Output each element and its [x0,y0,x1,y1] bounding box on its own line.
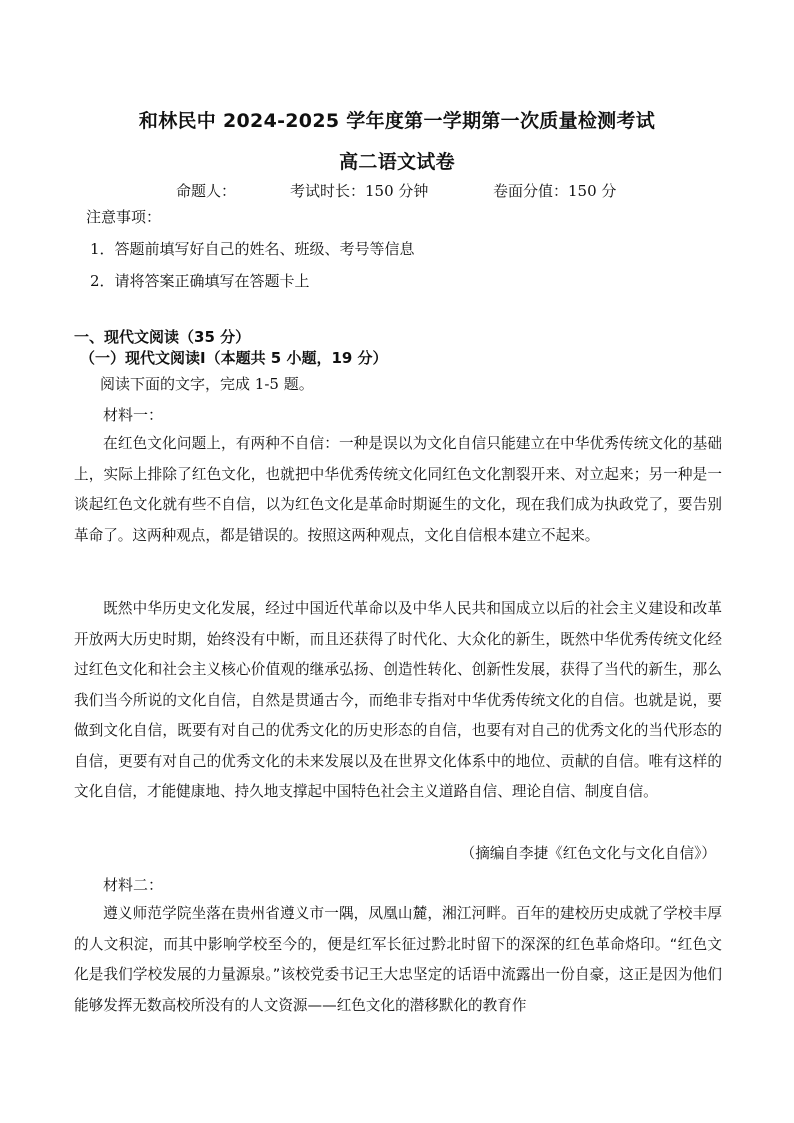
author-label: 命题人： [176,182,237,200]
notice-item-2: 2．请将答案正确填写在答题卡上 [90,272,310,290]
subsection-heading: （一）现代文阅读Ⅰ（本题共 5 小题，19 分） [80,349,388,367]
paragraph-2: 既然中华历史文化发展，经过中国近代革命以及中华人民共和国成立以后的社会主义建设和改革开放两大历史时期，始终没有中断，而且还获得了时代化、大众化的新生，既然中华优秀传统文化经过红色文化和社会主义核心价值观的继承弘扬、创造性转化、创新性发展，获得了当代的新生，那么我们当今所说的文化自信，自然是贯通古今，而绝非专指对中华优秀传统文化的自信。也就是说，要做到文化自信，既要有对自己的优秀文化的历史形态的自信，也要有对自己的优秀文化的当代形态的自信，更要有对自己的优秀文化的未来发展以及在世界文化体系中的地位、贡献的自信。唯有这样的文化自信，才能健康地、持久地支撑起中国特色社会主义道路自信、理论自信、制度自信。 [74,600,722,800]
reading-instruction: 阅读下面的文字，完成 1-5 题。 [100,375,314,393]
exam-duration: 考试时长：150 分钟 [290,182,429,200]
paragraph-3: 遵义师范学院坐落在贵州省遵义市一隅，凤凰山麓，湘江河畔。百年的建校历史成就了学校丰厚的人文积淀，而其中影响学校至今的，便是红军长征过黔北时留下的深深的红色革命烙印。“红色文化是我们学校发展的力量源泉。”该校党委书记王大忠坚定的话语中流露出一份自豪，这正是因为他们能够发挥无数高校所没有的人文资源——红色文化的潜移默化的教育作 [74,905,722,1014]
source-citation: （摘编自李捷《红色文化与文化自信》） [460,845,716,862]
section-heading: 一、现代文阅读（35 分） [74,328,251,346]
material-1-label: 材料一： [103,406,164,424]
exam-score: 卷面分值：150 分 [493,182,617,200]
material-2-label: 材料二： [103,876,164,894]
notice-heading: 注意事项： [86,208,162,226]
paragraph-1: 在红色文化问题上，有两种不自信：一种是误以为文化自信只能建立在中华优秀传统文化的基础上，实际上排除了红色文化，也就把中华优秀传统文化同红色文化割裂开来、对立起来；另一种是一谈起红色文化就有些不自信，以为红色文化是革命时期诞生的文化，现在我们成为执政党了，要告别革命了。这两种观点，都是错误的。按照这两种观点，文化自信根本建立不起来。 [74,435,722,544]
notice-item-1: 1．答题前填写好自己的姓名、班级、考号等信息 [90,240,415,258]
exam-subtitle: 高二语文试卷 [339,151,455,173]
exam-title: 和林民中 2024-2025 学年度第一学期第一次质量检测考试 [138,110,656,132]
